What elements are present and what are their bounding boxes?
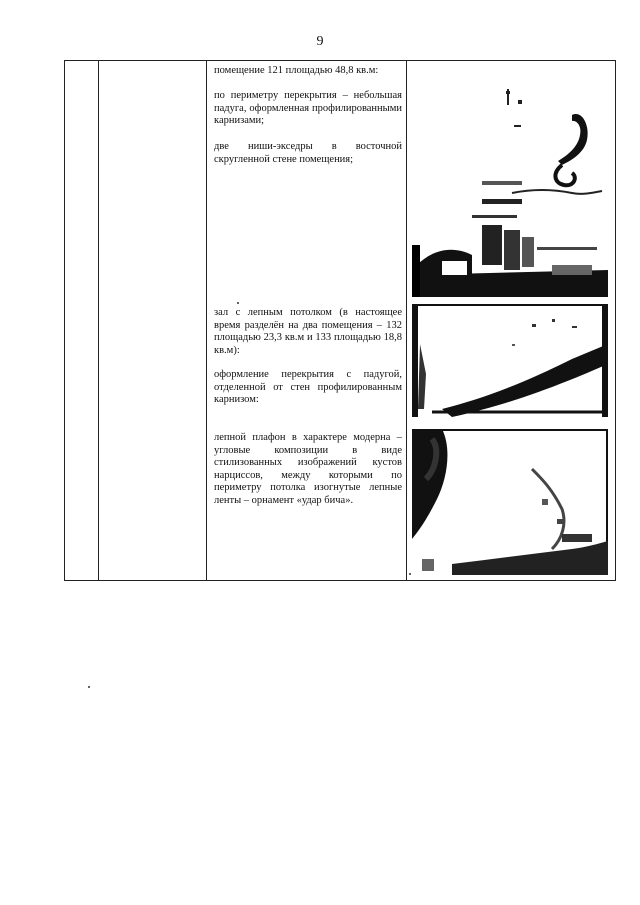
scan-speck bbox=[88, 686, 90, 688]
description-paragraph: оформление перекрытия с падугой, отделенной от стен профилированным карнизом: bbox=[214, 369, 402, 405]
number-cell bbox=[65, 61, 99, 581]
name-cell bbox=[99, 61, 207, 581]
monument-description-table bbox=[64, 60, 616, 581]
photo-stucco-plafond bbox=[412, 429, 608, 575]
table-row bbox=[65, 61, 616, 581]
photo-room-121 bbox=[412, 65, 608, 297]
scan-speck bbox=[237, 302, 239, 304]
description-paragraph: по периметру перекрытия – небольшая падуга, оформленная профилированными карнизами; bbox=[214, 90, 402, 126]
description-paragraph: помещение 121 площадью 48,8 кв.м: bbox=[214, 65, 379, 76]
description-paragraph: две ниши-экседры в восточной скругленной стене помещения; bbox=[214, 141, 402, 165]
description-paragraph: зал с лепным потолком (в настоящее время разделён на два помещения – 132 площадью 23,3 кв.м и 133 площадью 18,8 кв.м): bbox=[214, 307, 402, 356]
photo-hall-ceiling-padouga bbox=[412, 304, 608, 417]
description-paragraph: лепной плафон в характере модерна – угловые композиции в виде стилизованных изображений кустов нарциссов, между которыми по периметру потолка изогнутые лепные ленты – орнамент «удар бича». bbox=[214, 432, 402, 506]
description-cell bbox=[207, 61, 407, 581]
scan-speck bbox=[409, 573, 411, 575]
page-number: 9 bbox=[316, 34, 324, 49]
photo-cell bbox=[407, 61, 616, 581]
